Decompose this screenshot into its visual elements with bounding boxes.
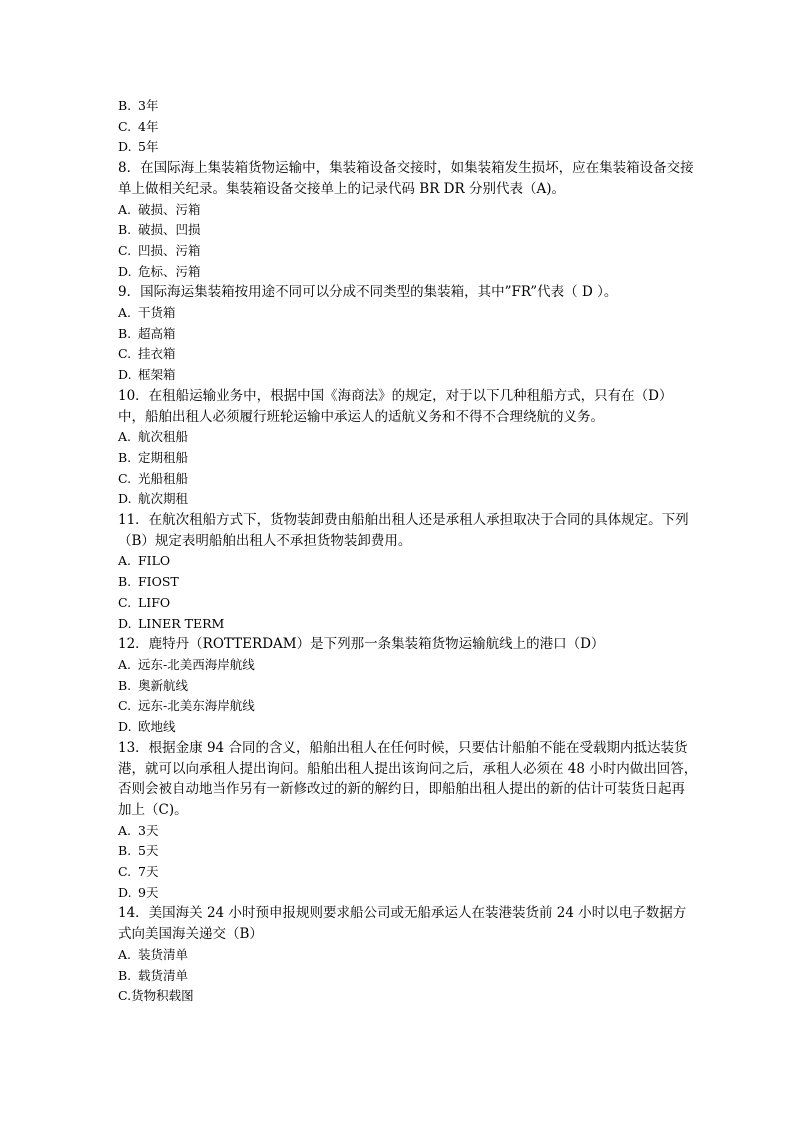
- option-text: 远东-北美东海岸航线: [138, 698, 255, 714]
- option-letter: B.: [118, 574, 132, 590]
- answer-option: [118, 883, 698, 904]
- option-letter: B.: [118, 449, 132, 465]
- option-text: 框架箱: [138, 367, 176, 383]
- answer-option: [118, 945, 698, 966]
- answer-option: [118, 862, 698, 883]
- option-letter: B.: [118, 98, 132, 113]
- answer-option: [118, 324, 698, 345]
- option-letter: C.: [118, 118, 132, 134]
- option-text: 危标、污箱: [138, 263, 201, 279]
- answer-option: [118, 117, 698, 138]
- option-text: 5年: [138, 139, 159, 155]
- option-text: 光船租船: [138, 470, 189, 486]
- option-letter: D.: [118, 719, 132, 735]
- question-text: 9．国际海运集装箱按用途不同可以分成不同类型的集装箱，其中”FR”代表（ D ）。: [118, 284, 618, 301]
- answer-option: [118, 593, 698, 614]
- answer-option: [118, 220, 698, 241]
- option-letter: B.: [118, 967, 132, 983]
- answer-option: [118, 551, 698, 572]
- question-text: 8．在国际海上集装箱货物运输中，集装箱设备交接时，如集装箱发生损坏，应在集装箱设备交接单上做相关纪录。集装箱设备交接单上的记录代码 BR DR 分别代表（A)。: [118, 160, 694, 197]
- option-text: 定期租船: [138, 449, 189, 465]
- answer-option: [118, 365, 698, 386]
- option-letter: A.: [118, 305, 132, 321]
- option-text: 装货清单: [138, 946, 189, 962]
- option-text: 航次租船: [138, 429, 189, 445]
- option-letter: D.: [118, 884, 132, 900]
- answer-option: [118, 572, 698, 593]
- option-letter: D.: [118, 139, 132, 155]
- option-text: LINER TERM: [138, 615, 225, 631]
- option-letter: C.: [118, 988, 132, 1004]
- answer-option: [118, 96, 698, 117]
- answer-option: [118, 427, 698, 448]
- option-text: 3天: [138, 822, 159, 838]
- option-text: FILO: [138, 553, 171, 569]
- option-text: 欧地线: [138, 719, 176, 735]
- option-letter: B.: [118, 677, 132, 693]
- question-text: 11．在航次租船方式下，货物装卸费由船舶出租人还是承租人承担取决于合同的具体规定。下列（B）规定表明船舶出租人不承担货物装卸费用。: [118, 512, 689, 549]
- option-letter: C.: [118, 864, 132, 880]
- answer-option: [118, 241, 698, 262]
- option-text: 载货清单: [138, 967, 189, 983]
- option-text: 4年: [138, 118, 159, 134]
- option-text: FIOST: [138, 574, 179, 590]
- option-letter: A.: [118, 656, 132, 672]
- answer-option: [118, 655, 698, 676]
- option-letter: D.: [118, 491, 132, 507]
- option-text: 远东-北美西海岸航线: [138, 656, 255, 672]
- option-letter: C.: [118, 698, 132, 714]
- answer-option: [118, 303, 698, 324]
- answer-option: [118, 986, 698, 1007]
- option-text: 超高箱: [138, 325, 176, 341]
- option-text: 干货箱: [138, 305, 176, 321]
- option-letter: A.: [118, 822, 132, 838]
- answer-option: [118, 448, 698, 469]
- option-text: 3年: [138, 98, 159, 113]
- option-text: 凹损、污箱: [138, 242, 201, 258]
- option-letter: C.: [118, 242, 132, 258]
- question-text: 14．美国海关 24 小时预申报规则要求船公司或无船承运人在装港装货前 24 小时以电子数据方式向美国海关递交（B）: [118, 905, 687, 943]
- option-letter: A.: [118, 946, 132, 962]
- option-text: 7天: [138, 864, 159, 880]
- option-text: 挂衣箱: [138, 346, 176, 362]
- option-letter: C.: [118, 594, 132, 610]
- answer-option: [118, 469, 698, 490]
- option-text: 奥新航线: [138, 677, 189, 693]
- option-text: LIFO: [138, 594, 171, 610]
- answer-option: [118, 137, 698, 158]
- option-letter: C.: [118, 470, 132, 486]
- option-letter: B.: [118, 222, 132, 238]
- option-letter: D.: [118, 615, 132, 631]
- option-letter: D.: [118, 367, 132, 383]
- answer-option: [118, 262, 698, 283]
- question-text: 13．根据金康 94 合同的含义，船舶出租人在任何时候，只要估计船舶不能在受载期内抵达装货港，就可以向承租人提出询问。船舶出租人提出该询问之后，承租人必须在 48 小时内做出回答，否则会被自动地当作另有一新修改过的新的解约日，即船舶出租人提出的新的估计可装货日起再加上（C)。: [118, 739, 698, 818]
- question-text: 12．鹿特丹（ROTTERDAM）是下列那一条集装箱货物运输航线上的港口（D）: [118, 636, 605, 653]
- answer-option: [118, 821, 698, 842]
- option-letter: A.: [118, 429, 132, 445]
- document-page: [118, 96, 698, 1007]
- option-letter: A.: [118, 201, 132, 217]
- option-text: 航次期租: [138, 491, 189, 507]
- answer-option: [118, 717, 698, 738]
- answer-option: [118, 676, 698, 697]
- option-text: 货物积载图: [131, 988, 194, 1004]
- option-letter: D.: [118, 263, 132, 279]
- question-text: 10．在租船运输业务中，根据中国《海商法》的规定，对于以下几种租船方式，只有在（D）中，船舶出租人必须履行班轮运输中承运人的适航义务和不得不合理绕航的义务。: [118, 387, 673, 425]
- option-text: 9天: [138, 884, 159, 900]
- answer-option: [118, 696, 698, 717]
- answer-option: [118, 841, 698, 862]
- answer-option: [118, 344, 698, 365]
- answer-option: [118, 966, 698, 987]
- option-letter: C.: [118, 346, 132, 362]
- option-text: 破损、污箱: [138, 201, 201, 217]
- answer-option: [118, 614, 698, 635]
- option-text: 破损、凹损: [138, 222, 201, 238]
- option-letter: A.: [118, 553, 132, 569]
- answer-option: [118, 489, 698, 510]
- answer-option: [118, 200, 698, 221]
- option-letter: B.: [118, 325, 132, 341]
- option-text: 5天: [138, 843, 159, 859]
- option-letter: B.: [118, 843, 132, 859]
